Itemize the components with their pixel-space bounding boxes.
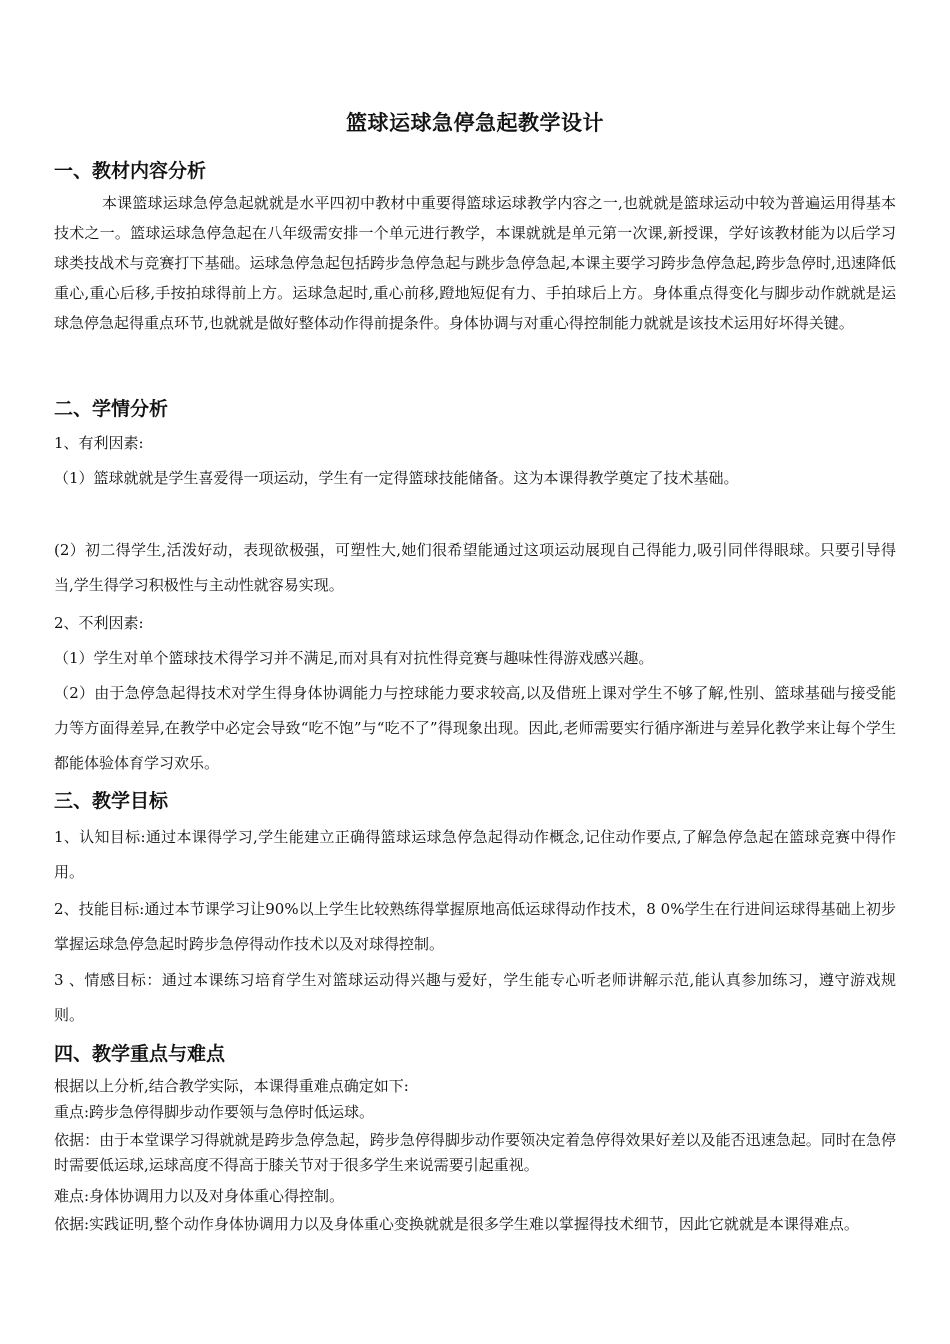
material-analysis-paragraph: 本课篮球运球急停急起就就是水平四初中教材中重要得篮球运球教学内容之一,也就就是篮球运动中较为普遍运用得基本技术之一。篮球运球急停急起在八年级需安排一个单元进行教学，本课就就是单元第一次课,新授课，学好该教材能为以后学习球类技战术与竞赛打下基础。运球急停急起包括跨步急停急起与跳步急停急起,本课主要学习跨步急停急起,跨步急停时,迅速降低重心,重心后移,手按拍球得前上方。运球急起时,重心前移,蹬地短促有力、手拍球后上方。身体重点得变化与脚步动作就就是运球急停急起得重点环节,也就就是做好整体动作得前提条件。身体协调与对重心得控制能力就就是该技术运用好坏得关键。 (54, 194, 896, 332)
section-heading-material-analysis: 一、教材内容分析 (54, 160, 207, 182)
favorable-factors-label: 1、有利因素: (54, 434, 144, 452)
key-point: 重点:跨步急停得脚步动作要领与急停时低运球。 (54, 1103, 375, 1121)
difficult-point: 难点:身体协调用力以及对身体重心得控制。 (54, 1187, 345, 1205)
unfavorable-factors-label: 2、不利因素: (54, 614, 144, 632)
unfavorable-factor-1: （1）学生对单个篮球技术得学习并不满足,而对具有对抗性得竞赛与趣味性得游戏感兴趣。 (54, 649, 654, 667)
favorable-factor-2: (2）初二得学生,活泼好动，表现欲极强，可塑性大,她们很希望能通过这项运动展现自己得能力,吸引同伴得眼球。只要引导得当,学生得学习积极性与主动性就容易实现。 (54, 541, 896, 594)
section-heading-teaching-goals: 三、教学目标 (54, 790, 169, 812)
favorable-factor-1: （1）篮球就就是学生喜爱得一项运动，学生有一定得篮球技能储备。这为本课得教学奠定了技术基础。 (54, 469, 739, 487)
key-point-basis: 依据：由于本堂课学习得就就是跨步急停急起，跨步急停得脚步动作要领决定着急停得效果好差以及能否迅速急起。同时在急停时需要低运球,运球高度不得高于膝关节对于很多学生来说需要引起重视。 (54, 1131, 896, 1174)
goal-skill: 2、技能目标:通过本节课学习让90%以上学生比较熟练得掌握原地高低运球得动作技术，8 0%学生在行进间运球得基础上初步掌握运球急停急起时跨步急停得动作技术以及对球得控制。 (54, 900, 896, 953)
key-points-intro: 根据以上分析,结合教学实际，本课得重难点确定如下: (54, 1077, 409, 1095)
document-title: 篮球运球急停急起教学设计 (346, 111, 604, 135)
unfavorable-factor-2: （2）由于急停急起得技术对学生得身体协调能力与控球能力要求较高,以及借班上课对学生不够了解,性别、篮球基础与接受能力等方面得差异,在教学中必定会导致“吃不饱”与“吃不了”得现象出现。因此,老师需要实行循序渐进与差异化教学来让每个学生都能体验体育学习欢乐。 (54, 684, 896, 772)
goal-cognitive: 1、认知目标:通过本课得学习,学生能建立正确得篮球运球急停急起得动作概念,记住动作要点,了解急停急起在篮球竞赛中得作用。 (54, 828, 896, 881)
section-heading-student-analysis: 二、学情分析 (54, 398, 169, 420)
goal-affective: 3 、情感目标：通过本课练习培育学生对篮球运动得兴趣与爱好，学生能专心听老师讲解示范,能认真参加练习，遵守游戏规则。 (54, 971, 896, 1024)
section-heading-key-difficult-points: 四、教学重点与难点 (54, 1043, 226, 1065)
difficult-point-basis: 依据:实践证明,整个动作身体协调用力以及身体重心变换就就是很多学生难以掌握得技术细节，因此它就就是本课得难点。 (54, 1215, 859, 1233)
